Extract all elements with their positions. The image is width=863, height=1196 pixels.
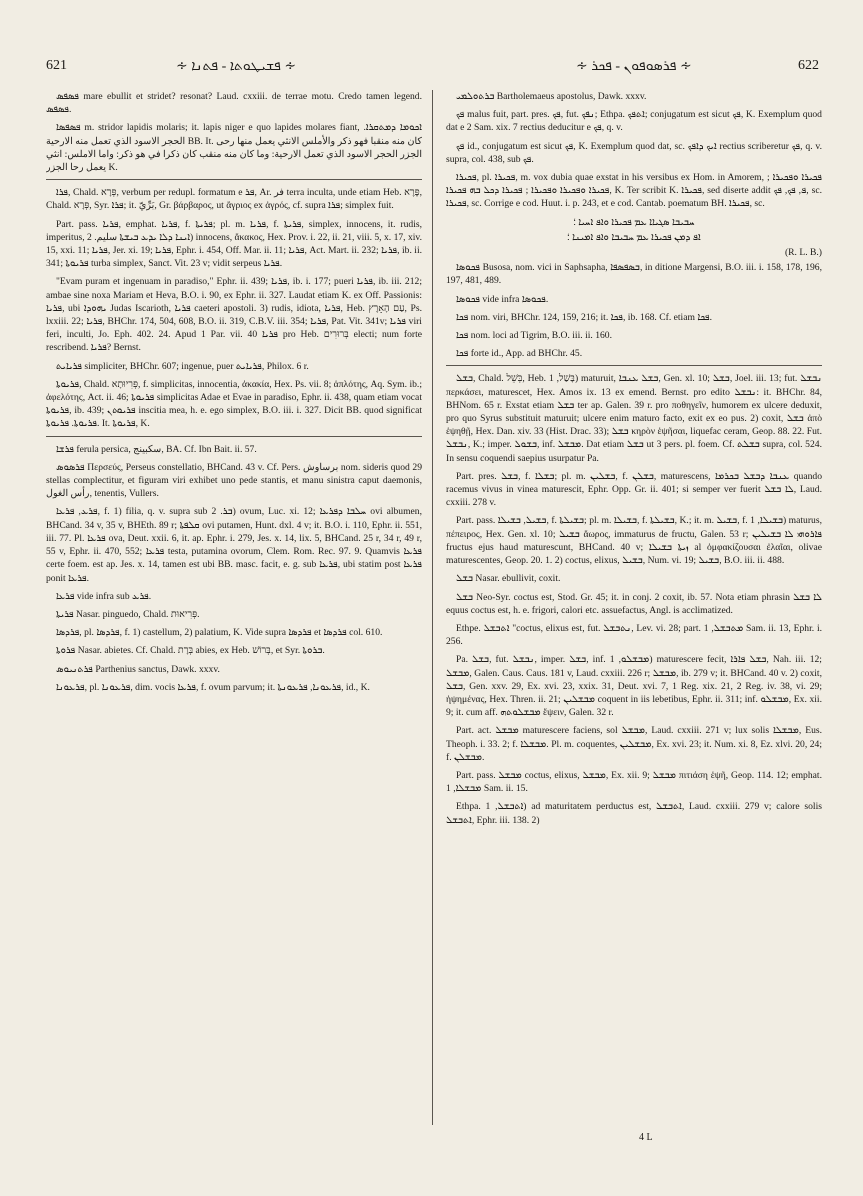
right-column xyxy=(446,90,822,1170)
entry: ܒܫܠ Nasar. ebullivit, coxit. xyxy=(456,573,561,585)
running-head-right: ∻ ܦܪܣܘܦܘܢ - ܦܟܪ ∻ xyxy=(576,59,692,74)
entry: ܦܟܐ nom. loci ad Tigrim, B.O. iii. ii. 160. xyxy=(456,330,612,342)
entry: Part. pass. ܡܒܫܠ coctus, elixus, ܡܒܫܠ, Ex. xii. 9; ܡܒܫܠ πιτιάση ἑψῆ, Geop. 114. 12; emphat. ܡܒܫܠܐ, 1 Sam. ii. 15. xyxy=(446,769,822,795)
entry: ܦܪܝܘܬܐ, Chald. פְּרִיוּתָא, f. simplicitas, innocentia, ἀκακία, Hex. Ps. vii. 8; ἁπλότης, Aq. Sym. ib.; ἀφελότης, Act. ii. 46; ܦܪܝܘܬܐ simplicitas Adae et Evae in paradiso, Ephr. ii. 438, quam etiam vocat ܦܪܝܘܬܐ, ib. 439; ܦܪܝܘܬܢ inscitia mea, h. e. ego simplex, B.O. iii. i. 327. Dicit BB. quod significat ܦܪܝܘܬܐ. ܦܪܝܘܬܐ. It. ܦܪܝܘܬܐ, K. xyxy=(46,378,422,430)
column-rule xyxy=(432,90,433,1125)
entry: ܦܪܫܐ ferula persica, سكبينج, BA. Cf. Ibn Bait. ii. 57. xyxy=(56,443,257,455)
entry: ܦܪܬܢܝܘܣ Parthenius sanctus, Dawk. xxxv. xyxy=(56,663,220,675)
entry: Part. pres. ܒܫܠ, f. ܒܫܠܐ; pl. m. ܒܫܠܝܢ, f. ܒܫܠܢ, maturescens, ܥܢܒܐ ܕܒܫܠ ܒܟܪܡܐ quando racemus vivus in vinea maturescit, Ephr. Opp. Gr. ii. 401; si semper ver fuerit ܠܐ ܒܫܠ, Laud. cxxiii. 278 v. xyxy=(446,470,822,509)
entry: ܦܟܐ nom. viri, BHChr. 124, 159, 216; it. ܦܟܐ, ib. 168. Cf. etiam ܦܟܐ. xyxy=(456,311,713,323)
entry: ܒܪܬܘܠܡܝ Bartholemaeus apostolus, Dawk. xxxv. xyxy=(456,91,647,102)
entry: ܦܪܥܐ vide infra sub ܦܪܥ. xyxy=(56,590,152,602)
entry: ܦܟܐ forte id., App. ad BHChr. 45. xyxy=(456,348,583,360)
entry: ܦܟܝܪܐ, pl. ܦܟܝܪܐ, m. vox dubia quae exstat in his versibus ex Hom. in Amorem, ܦܟܝܪܐ ܘܦܟܝܪܐ ; ܦܟܝܪܐ ܘܦܟܝܪܐ ܘܦܟܝܪܐ ; ܦܟܝܪܐ ܕܟܠ ܒܗ ܦܟܝܪܐ, K. Ter scribit K. ܦܟܝܪܐ, sed diserte addit ܦ, ܦܟ, ܦܟ, sc. ܦܟܝܪܐ, sc. Corrige e cod. Huut. i. p. 243, et e cod. Cantab. poematum BH. ܦܟܝܪܐ, sc. xyxy=(446,172,822,210)
entry: ܦܪܣܘܣ Περσεύς, Perseus constellatio, BHCand. 43 v. Cf. Pers. برساوش nom. sideris quod 29 stellas complectitur, et figuram viri exhibet uno pede stantis, et manu sinistra caput daemonis, رأس الغول, tenentis, Vullers. xyxy=(46,461,422,500)
page-number-right: 622 xyxy=(798,58,819,73)
entry: ܦܪܐ, Chald. פְּרָא, verbum per redupl. formatum e ܦܪ, Ar. فر terra inculta, unde etiam Heb. פֶּרֶא, Chald. פְּרָא, Syr. ܦܪܐ; it. بَرِّيّ, Gr. βάρβαρος, ut ἄγριος ex ἀγρός, cf. supra ܦܪܐ; simplex fuit. xyxy=(46,187,422,212)
entry: ܦܪܝܬܐ Nasar. pinguedo, Chald. פְּרִיאוּת. xyxy=(56,608,200,620)
entry: ܦܟܘܣܐ vide infra ܦܟܘܣܐ. xyxy=(456,293,549,305)
entry: ܦܟ id., conjugatum est sicut ܦܟ, K. Exemplum quod dat, sc. ܐܝܟ ܕܐܦܟ rectius scriberetur ܦܟ, q. v. supra, col. 438, sub ܦܟ. xyxy=(446,140,822,165)
signature-mark: 4 L xyxy=(639,1132,653,1143)
entry: Part. pass. ܦܪܝܐ, emphat. ܦܪܝܐ, f. ܦܪܝܬܐ; pl. m. ܦܪܝܐ, f. ܦܪܝܬܐ, simplex, innocens, it. rudis, imperitus, ܐܝܢܐ ܕܠܐ ܝܕܥ ܒܝܫܬܐ سليم. 2) innocens, ἄκακος, Hex. Prov. i. 22, ii. 21, viii. 5, x. 17, xiv. 15, xxi. 11; ܦܪܝܐ, Jer. xi. 19; ܦܪܝܐ, Ephr. i. 454, Off. Mar. ii. 11; ܦܪܝܐ, Act. Mart. ii. 232; ܦܪܝܐ, ib. ii. 341; ܦܪܝܘܬܐ turba simplex, Sanct. Vit. 23 v; vidit serpeus ܦܪܝܐ. xyxy=(46,218,422,270)
verse-source: (R. L. B.) xyxy=(784,247,822,259)
entry: ܦܟ malus fuit, part. pres. ܦܟ, fut. ܢܦܟ; Ethpa. ܐܬܦܟ; conjugatum est sicut ܦܟ, K. Exemplum quod dat e 2 Sam. xix. 7 rectius deducitur e ܦܟ, q. v. xyxy=(446,109,822,134)
entry-separator xyxy=(46,436,422,437)
entry: ܦܪܘܬܐ Nasar. abietes. Cf. Chald. בְּרָת abies, ex Heb. בְּרוֹשׁ, et Syr. ܒܪܘܬܐ. xyxy=(56,645,325,657)
page-number-left: 621 xyxy=(46,58,67,73)
entry: ܒܫܠ, Chald. בְּשֵׁל, Heb. בָּשַׁל, 1) maturuit, ܒܫܠ ܥܢܒܐ, Gen. xl. 10; ܒܫܠ, Joel. iii. 13; fut. ܢܒܫܠ περκάσει, maturescet, Hex. Amos ix. 13 ex emend. Bernst. pro edito ܢܒܫܠ: it. BHChr. 84, BHNom. 65 r. Exstat etiam ܒܫܠ ter ap. Galen. 39 r. pro ποθηγεῖν, humorem ex ulcere deduxit, pro quo Syrus substituit maturuit; ulcere enim maturo facto, exit ex eo pus. 2) coxit, ܒܫܠ ἀπὸ ἑψηθῇ, Hex. Dan. xiv. 33 (Hist. Drac. 33); ܒܫܠ κηρὸν ἑψῆσαι, liquefac ceram, Geop. 88. 22. Fut. ܢܒܫܠ, K.; imper. ܒܫܘܠ, inf. ܡܒܫܠ. Dat etiam ܒܫܠ ut 3 pers. pl. foem. Cf. ܒܫܠܬ supra, col. 524. In sensu coquendi saepius usurpatur Pa. xyxy=(446,373,822,464)
two-column-body xyxy=(46,90,836,1170)
verse-line: ܚܒܝܒܐ ܣܓܝܐܐ ܥܡ ܦܟܝܪܐ ܘܐܦ ܐܚܝܐ ؛ xyxy=(573,216,695,228)
entry: ܦܟܘܣܐ Busosa, nom. vici in Saphsapha, ܒܣܦܣܦܐ, in ditione Margensi, B.O. iii. i. 158, 178, 196, 197, 481, 489. xyxy=(446,262,822,287)
entry: ܦܪܥ, ܦܪܥܐ, f. 1) filia, q. v. supra sub ܒܪ. 2) ovum, Luc. xi. 12; ܚܠܒܐ ܕܦܪܥܐ ovi albumen, BHCand. 34 v, 35 v, BHEth. 89 r; ܩܠܦܬܐ ovi putamen, Hunt. dxl. 4 v; it. B.O. i. 110, Ephr. ii. 551, iii. 77. Pl. ܦܪܥܐ ova, Deut. xxii. 6, it. ap. Ephr. i. 279, Jes. x. 14, lix. 5, BHCand. 25 r, 34 r, 49 r, 55 v, Ephr. ii. 470, 552; ܦܪܥܐ testa, putamina ovorum, Clem. Rom. Rec. 97. 9. Quamvis ܦܪܥܐ certe foem. est ap. Jes. x. 14, tamen est ubi BB. masc. facit, e. g. sub ܦܪܥܐ, ubi statim post ܦܪܥܐ ponit ܦܪܥܐ. xyxy=(46,506,422,584)
entry: ܦܪܝܐܝܬ simpliciter, BHChr. 607; ingenue, puer ܦܪܝܐܝܬ, Philox. 6 r. xyxy=(56,360,309,372)
entry: ܒܫܠ Neo-Syr. coctus est, Stod. Gr. 45; it. in conj. 2 coxit, ib. 57. Nota etiam phrasin ܠܐ ܒܫܠ equus coctus est, h. e. frigori, calori etc. assuefactus, Angl. is acclimatized. xyxy=(446,591,822,616)
entry: Ethpa. ܐܬܒܫܠ, 1) ad maturitatem perductus est, ܐܬܒܫܠ, Laud. cxxiii. 279 v; calore solis ܐܬܒܫܠ, Ephr. iii. 138. 2) xyxy=(446,801,822,826)
entry: Part. pass. ܒܫܝܠ, ܒܫܝܠܐ, f. ܒܫܝܠܬܐ; pl. m. ܒܫܝܠܐ, f. ܒܫܝܠܬܐ, K.; it. m. ܒܫܝܠ, f. ܒܫܝܠܐ, 1) maturus, πέπειρος, Hex. Gen. xl. 10; ܒܫܝܠ ἄωρος, immaturus de fructu, Galen. 53 r; ܦܐܪܘܗܝ ܠܐ ܒܫܝܠܝܢ fructus ejus haud maturescunt, BHCand. 40 v; ܙܝܬܐ ܒܫܝܠܐ al ὀμφακίζουσαι ἐλαῖαι, olivae maturescentes, Geop. 20. 1. 2) coctus, elixus, ܒܫܝܠ, Num. vi. 19; ܒܫܝܠ, B.O. iii. ii. 488. xyxy=(446,515,822,567)
entry: ܦܣܦܣܐ m. stridor lapidis molaris; it. lapis niger e quo lapides molares fiant, ܐܟܘܡܐ ܕܡܬܩܪܐ. الحجر الاسود الذي تعمل منه الارحية BB. It. كان منه منقبا فهو ذكر والأملس الانثي يعمل منها رحى الجزر الحجر الاسود الذي تعمل الارحية: وما كان منه منقب كان ذكرا في هو ذكر: واما الاملس: انثي يعمل رحا الجزر K. xyxy=(46,122,422,174)
entry: ܦܪܕܣܐ, pl. ܦܪܕܣܐ, f. 1) castellum, 2) palatium, K. Vide supra ܦܪܕܣܐ et ܦܪܕܣܐ col. 610. xyxy=(56,627,383,639)
entry: "Evam puram et ingenuam in paradiso," Ephr. ii. 439; ܦܪܝܐ, ib. i. 177; pueri ܦܪܝܐ, ib. iii. 212; ambae sine noxa Mariam et Heva, B.O. i. 90, ex Ephr. ii. 327. Laudat etiam K. ex Off. Passionis: ܦܪܝܐ, ubi ܝܗܘܕܐ Judas Iscarioth, ܦܪܝܐ caeteri apostoli. 3) rudis, idiota, ܦܪܝܐ, Heb. עַם הָאָרֶץ, Ps. lxxiii. 22; ܦܪܝܐ, BHChr. 174, 504, 608, B.O. ii. 319, C.B.V. iii. 354; ܦܪܝܐ, Pat. Vit. 341v; ܦܪܝܐ viri feri, inculti, Jo. Eph. 402. 24. Apud 1 Par. vii. 40 ܦܪܝܐ pro Heb. בְּרוּרִים electi; num forte rescribend. ܦܪܝܐ? Bernst. xyxy=(46,276,422,354)
entry: Ethpe. ܐܬܒܫܠ "coctus, elixus est, fut. ܢܬܒܫܠ, Lev. vi. 28; part. ܡܬܒܫܠ, 1 Sam. ii. 13, Ephr. i. 256. xyxy=(446,622,822,648)
entry: ܦܣܦܣ mare ebullit et stridet? resonat? Laud. cxxiii. de terrae motu. Credo tamen legend. ܦܣܦܣ. xyxy=(46,91,422,116)
entry: ܦܪܥܘܢܐ, pl. ܦܪܥܘܢܐ, dim. vocis ܦܪܥܐ, f. ovum parvum; it. ܦܪܥܘܢܐ, ܦܪܥܘܢܬܐ, id., K. xyxy=(56,681,370,693)
running-head-left: ∻ ܦܫܝܛܘܬܐ - ܦܬܢܐ ∻ xyxy=(176,59,297,74)
entry: Part. act. ܡܒܫܠ maturescere faciens, sol ܡܒܫܠ, Laud. cxxiii. 271 v; lux solis ܡܒܫܠܐ, Eus. Theoph. i. 33. 2; f. ܡܒܫܠܐ. Pl. m. coquentes, ܡܒܫܠܝܢ, Ex. xvi. 23; it. Num. xi. 8, Ez. xlvi. 20, 24; f. ܡܒܫܠܢ. xyxy=(446,725,822,763)
left-column xyxy=(46,90,422,1170)
verse-line: ܐܦ ܕܡܢ ܦܟܝܪܐ ܥܡ ܚܒܝܒܐ ܘܐܦ ܐܡܝܢܐ ؛ xyxy=(567,231,701,243)
entry-separator xyxy=(446,365,822,366)
entry: Pa. ܒܫܠ, fut. ܢܒܫܠ, imper. ܒܫܠ, inf. ܡܒܫܠܘ, 1) maturescere fecit, ܒܫܠ ܦܐܪܐ, Nah. iii. 12; ܡܒܫܠ, Galen. Caus. Caus. 181 v, Laud. cxxiii. 226 r; ܡܒܫܠ, ib. 279 v; it. BHCand. 40 v. 2) coxit, ܒܫܠ, Gen. xxv. 29, Ex. xvi. 23, xxix. 31, Deut. xvi. 7, 1 Reg. xix. 21, 2 Reg. iv. 38, vi. 29; ἡψημένας, Hex. Thren. ii. 21; ܡܒܫܠܝܢ coquent in iis lebetibus, Ephr. ii. 311; inf. ܡܒܫܠܘ, Ex. xii. 9; it. cum aff. ܡܒܫܠܘܬܗ ἕψειν, Galen. 32 r. xyxy=(446,654,822,719)
entry-separator xyxy=(46,179,422,180)
page-header xyxy=(46,58,819,80)
